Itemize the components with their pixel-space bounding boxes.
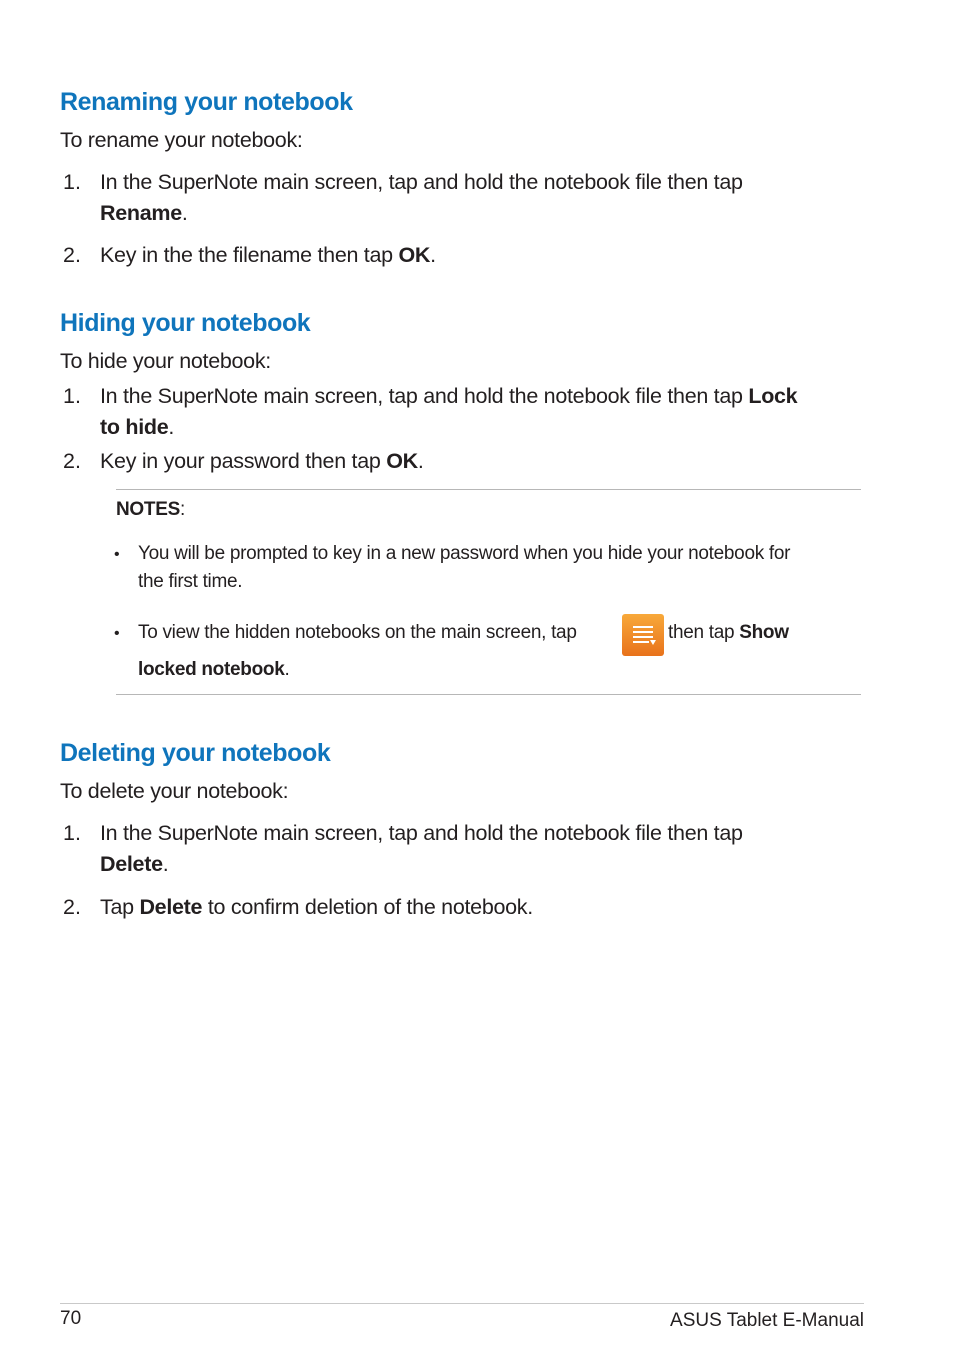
notes-label (116, 499, 185, 521)
hide-step-2-text (100, 449, 424, 474)
punctuation: . (417, 449, 424, 473)
delete-step-2-after: to confirm deletion of the notebook. (202, 895, 533, 919)
delete-intro: To delete your notebook: (60, 779, 289, 803)
page-number: 70 (60, 1308, 82, 1329)
delete-step-2-number: 2. (63, 895, 81, 919)
show-keyword: Show (739, 622, 789, 643)
delete-step-1-number: 1. (63, 821, 81, 845)
rename-step-2-text (100, 243, 436, 268)
note-2-then-tap: then tap (668, 622, 740, 643)
delete-keyword: Delete (100, 852, 163, 876)
lock-keyword: Lock (748, 384, 798, 408)
punctuation: . (430, 243, 436, 267)
ok-keyword: OK (398, 243, 431, 267)
hide-intro: To hide your notebook: (60, 349, 271, 373)
footer-rule (60, 1303, 864, 1304)
hide-step-1-before: In the SuperNote main screen, tap and hold the notebook file then tap (100, 384, 749, 408)
note-1-bullet: • (114, 546, 120, 563)
punctuation: . (284, 659, 290, 680)
ok-keyword: OK (386, 449, 418, 473)
rename-step-1-number: 1. (63, 170, 81, 194)
heading-deleting: Deleting your notebook (60, 739, 331, 767)
heading-hiding: Hiding your notebook (60, 309, 311, 337)
hide-step-2-before: Key in your password then tap (100, 449, 387, 473)
note-2-bullet: • (114, 625, 120, 642)
menu-icon (622, 614, 664, 656)
punctuation: . (162, 852, 169, 876)
delete-keyword: Delete (139, 895, 203, 919)
locked-notebook-keyword: locked notebook (138, 659, 285, 680)
heading-renaming: Renaming your notebook (60, 88, 353, 116)
manual-title: ASUS Tablet E-Manual (670, 1310, 864, 1331)
hide-step-1-text (100, 384, 797, 409)
note-1-line-1: You will be prompted to key in a new password when you hide your notebook for (138, 543, 791, 564)
punctuation: : (179, 499, 185, 520)
rename-step-1-continuation (100, 201, 188, 226)
hide-step-1-number: 1. (63, 384, 81, 408)
rename-step-2-before: Key in the the filename then tap (100, 243, 399, 267)
delete-step-1-text: In the SuperNote main screen, tap and hold the notebook file then tap (100, 821, 743, 845)
note-2-line-2 (138, 659, 289, 681)
delete-step-1-continuation (100, 852, 168, 877)
rename-keyword: Rename (100, 201, 182, 225)
note-1-line-2: the first time. (138, 571, 243, 592)
hide-step-1-continuation (100, 415, 174, 440)
rename-step-2-number: 2. (63, 243, 81, 267)
rename-intro: To rename your notebook: (60, 128, 303, 152)
notes-label-text: NOTES (116, 499, 180, 520)
notes-top-rule (116, 489, 861, 490)
notes-bottom-rule (116, 694, 861, 695)
delete-step-2-before: Tap (100, 895, 140, 919)
rename-step-1-text: In the SuperNote main screen, tap and hold the notebook file then tap (100, 170, 743, 194)
delete-step-2-text (100, 895, 533, 920)
note-2-text-before-icon: To view the hidden notebooks on the main screen, tap (138, 622, 577, 643)
to-hide-keyword: to hide (100, 415, 169, 439)
punctuation: . (181, 201, 188, 225)
note-2-text-after-icon (668, 622, 789, 644)
hide-step-2-number: 2. (63, 449, 81, 473)
punctuation: . (168, 415, 175, 439)
